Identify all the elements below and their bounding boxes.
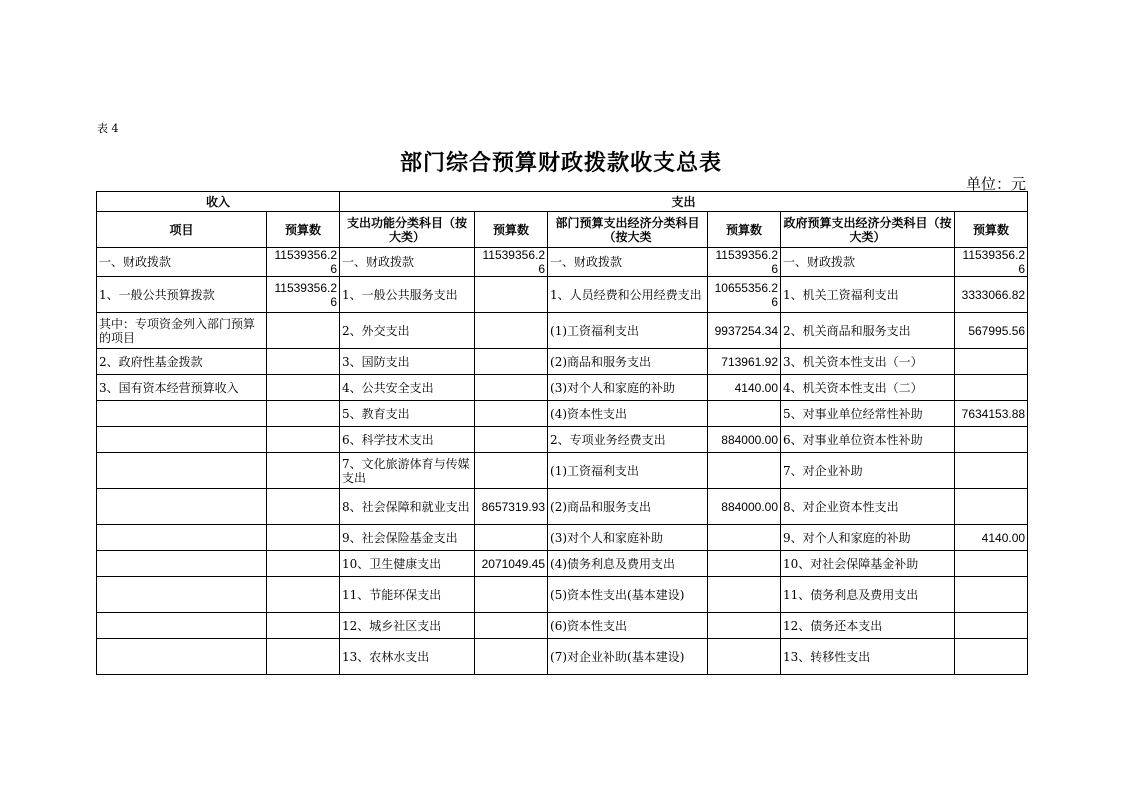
table-row	[97, 577, 1028, 613]
table-row	[97, 427, 1028, 453]
item-name-cell	[97, 577, 267, 613]
budget-amount-cell	[475, 401, 548, 427]
item-name-cell: (2)商品和服务支出	[548, 489, 708, 525]
unit-label: 单位：元	[965, 175, 1026, 193]
item-name-cell: 3、机关资本性支出（一）	[781, 349, 955, 375]
budget-amount-cell: 2071049.45	[475, 551, 548, 577]
budget-amount-cell: 11539356.26	[475, 248, 548, 277]
item-name-cell: 2、机关商品和服务支出	[781, 313, 955, 349]
budget-amount-cell: 9937254.34	[708, 313, 781, 349]
item-name-cell	[97, 427, 267, 453]
column-header: 支出功能分类科目（按大类）	[340, 212, 475, 248]
item-name-cell: 11、节能环保支出	[340, 577, 475, 613]
budget-amount-cell	[708, 453, 781, 489]
item-name-cell: (7)对企业补助(基本建设)	[548, 639, 708, 675]
column-header: 预算数	[267, 212, 340, 248]
item-name-cell: 6、对事业单位资本性补助	[781, 427, 955, 453]
budget-amount-cell	[267, 489, 340, 525]
budget-amount-cell	[475, 639, 548, 675]
item-name-cell: 13、转移性支出	[781, 639, 955, 675]
item-name-cell: 5、对事业单位经常性补助	[781, 401, 955, 427]
group-header-row	[97, 192, 1028, 212]
budget-amount-cell	[708, 639, 781, 675]
budget-amount-cell: 8657319.93	[475, 489, 548, 525]
item-name-cell: 一、财政拨款	[548, 248, 708, 277]
table-row	[97, 277, 1028, 313]
item-name-cell: 5、教育支出	[340, 401, 475, 427]
budget-amount-cell: 11539356.26	[955, 248, 1028, 277]
item-name-cell: (3)对个人和家庭的补助	[548, 375, 708, 401]
budget-amount-cell	[475, 277, 548, 313]
column-header: 预算数	[475, 212, 548, 248]
budget-amount-cell	[955, 349, 1028, 375]
item-name-cell: 9、社会保险基金支出	[340, 525, 475, 551]
item-name-cell: 7、对企业补助	[781, 453, 955, 489]
item-name-cell: (4)债务利息及费用支出	[548, 551, 708, 577]
income-group-header: 收入	[97, 192, 340, 212]
budget-amount-cell	[267, 577, 340, 613]
item-name-cell: (4)资本性支出	[548, 401, 708, 427]
item-name-cell: 6、科学技术支出	[340, 427, 475, 453]
budget-amount-cell	[267, 613, 340, 639]
budget-amount-cell: 10655356.26	[708, 277, 781, 313]
budget-amount-cell	[955, 577, 1028, 613]
budget-amount-cell	[475, 349, 548, 375]
table-row	[97, 375, 1028, 401]
column-header-row	[97, 212, 1028, 248]
item-name-cell: (1)工资福利支出	[548, 453, 708, 489]
item-name-cell: 8、对企业资本性支出	[781, 489, 955, 525]
item-name-cell: 9、对个人和家庭的补助	[781, 525, 955, 551]
budget-amount-cell	[267, 427, 340, 453]
item-name-cell	[97, 401, 267, 427]
budget-summary-table	[96, 191, 1028, 675]
column-header: 预算数	[955, 212, 1028, 248]
budget-amount-cell: 713961.92	[708, 349, 781, 375]
budget-amount-cell	[955, 551, 1028, 577]
budget-amount-cell: 3333066.82	[955, 277, 1028, 313]
budget-amount-cell	[267, 453, 340, 489]
item-name-cell: 其中：专项资金列入部门预算的项目	[97, 313, 267, 349]
item-name-cell: 2、外交支出	[340, 313, 475, 349]
table-row	[97, 489, 1028, 525]
item-name-cell: 12、城乡社区支出	[340, 613, 475, 639]
budget-amount-cell	[708, 525, 781, 551]
column-header: 部门预算支出经济分类科目（按大类	[548, 212, 708, 248]
budget-amount-cell	[475, 453, 548, 489]
budget-amount-cell: 884000.00	[708, 489, 781, 525]
item-name-cell: 4、公共安全支出	[340, 375, 475, 401]
budget-amount-cell	[955, 613, 1028, 639]
table-row	[97, 453, 1028, 489]
budget-amount-cell	[267, 525, 340, 551]
budget-amount-cell	[267, 551, 340, 577]
item-name-cell: 1、一般公共预算拨款	[97, 277, 267, 313]
budget-amount-cell	[267, 639, 340, 675]
item-name-cell: 4、机关资本性支出（二）	[781, 375, 955, 401]
budget-amount-cell	[708, 401, 781, 427]
item-name-cell	[97, 613, 267, 639]
budget-amount-cell: 567995.56	[955, 313, 1028, 349]
item-name-cell: 1、一般公共服务支出	[340, 277, 475, 313]
item-name-cell: (1)工资福利支出	[548, 313, 708, 349]
budget-amount-cell: 4140.00	[708, 375, 781, 401]
budget-amount-cell	[955, 427, 1028, 453]
item-name-cell: (6)资本性支出	[548, 613, 708, 639]
item-name-cell: 一、财政拨款	[340, 248, 475, 277]
item-name-cell	[97, 639, 267, 675]
item-name-cell: 11、债务利息及费用支出	[781, 577, 955, 613]
budget-amount-cell	[955, 375, 1028, 401]
item-name-cell: (2)商品和服务支出	[548, 349, 708, 375]
item-name-cell: 3、国防支出	[340, 349, 475, 375]
item-name-cell: 1、人员经费和公用经费支出	[548, 277, 708, 313]
budget-amount-cell	[955, 489, 1028, 525]
item-name-cell: 2、专项业务经费支出	[548, 427, 708, 453]
item-name-cell	[97, 551, 267, 577]
budget-amount-cell	[955, 639, 1028, 675]
table-row	[97, 613, 1028, 639]
item-name-cell: (3)对个人和家庭补助	[548, 525, 708, 551]
item-name-cell: 10、对社会保障基金补助	[781, 551, 955, 577]
table-row	[97, 551, 1028, 577]
item-name-cell: 8、社会保障和就业支出	[340, 489, 475, 525]
budget-amount-cell	[267, 349, 340, 375]
table-row	[97, 248, 1028, 277]
budget-amount-cell: 11539356.26	[267, 248, 340, 277]
item-name-cell: 13、农林水支出	[340, 639, 475, 675]
budget-amount-cell	[475, 313, 548, 349]
item-name-cell: 2、政府性基金拨款	[97, 349, 267, 375]
budget-amount-cell: 4140.00	[955, 525, 1028, 551]
item-name-cell: 10、卫生健康支出	[340, 551, 475, 577]
item-name-cell	[97, 453, 267, 489]
column-header: 项目	[97, 212, 267, 248]
table-row	[97, 349, 1028, 375]
budget-amount-cell: 7634153.88	[955, 401, 1028, 427]
item-name-cell	[97, 525, 267, 551]
budget-amount-cell	[708, 577, 781, 613]
expense-group-header: 支出	[340, 192, 1028, 212]
budget-amount-cell	[708, 613, 781, 639]
page-title: 部门综合预算财政拨款收支总表	[399, 150, 722, 176]
budget-amount-cell	[267, 401, 340, 427]
budget-amount-cell	[475, 613, 548, 639]
item-name-cell: 一、财政拨款	[781, 248, 955, 277]
budget-amount-cell	[955, 453, 1028, 489]
table-number-tag: 表 4	[97, 122, 119, 135]
budget-amount-cell	[475, 577, 548, 613]
budget-amount-cell	[708, 551, 781, 577]
item-name-cell	[97, 489, 267, 525]
budget-amount-cell	[267, 313, 340, 349]
budget-amount-cell	[475, 375, 548, 401]
table-row	[97, 313, 1028, 349]
column-header: 政府预算支出经济分类科目（按大类）	[781, 212, 955, 248]
table-row	[97, 525, 1028, 551]
item-name-cell: (5)资本性支出(基本建设)	[548, 577, 708, 613]
item-name-cell: 3、国有资本经营预算收入	[97, 375, 267, 401]
budget-amount-cell	[475, 525, 548, 551]
item-name-cell: 一、财政拨款	[97, 248, 267, 277]
table-row	[97, 639, 1028, 675]
item-name-cell: 12、债务还本支出	[781, 613, 955, 639]
item-name-cell: 1、机关工资福利支出	[781, 277, 955, 313]
budget-amount-cell: 11539356.26	[267, 277, 340, 313]
column-header: 预算数	[708, 212, 781, 248]
item-name-cell: 7、文化旅游体育与传媒支出	[340, 453, 475, 489]
budget-amount-cell: 11539356.26	[708, 248, 781, 277]
budget-amount-cell	[475, 427, 548, 453]
budget-amount-cell	[267, 375, 340, 401]
budget-amount-cell: 884000.00	[708, 427, 781, 453]
table-row	[97, 401, 1028, 427]
